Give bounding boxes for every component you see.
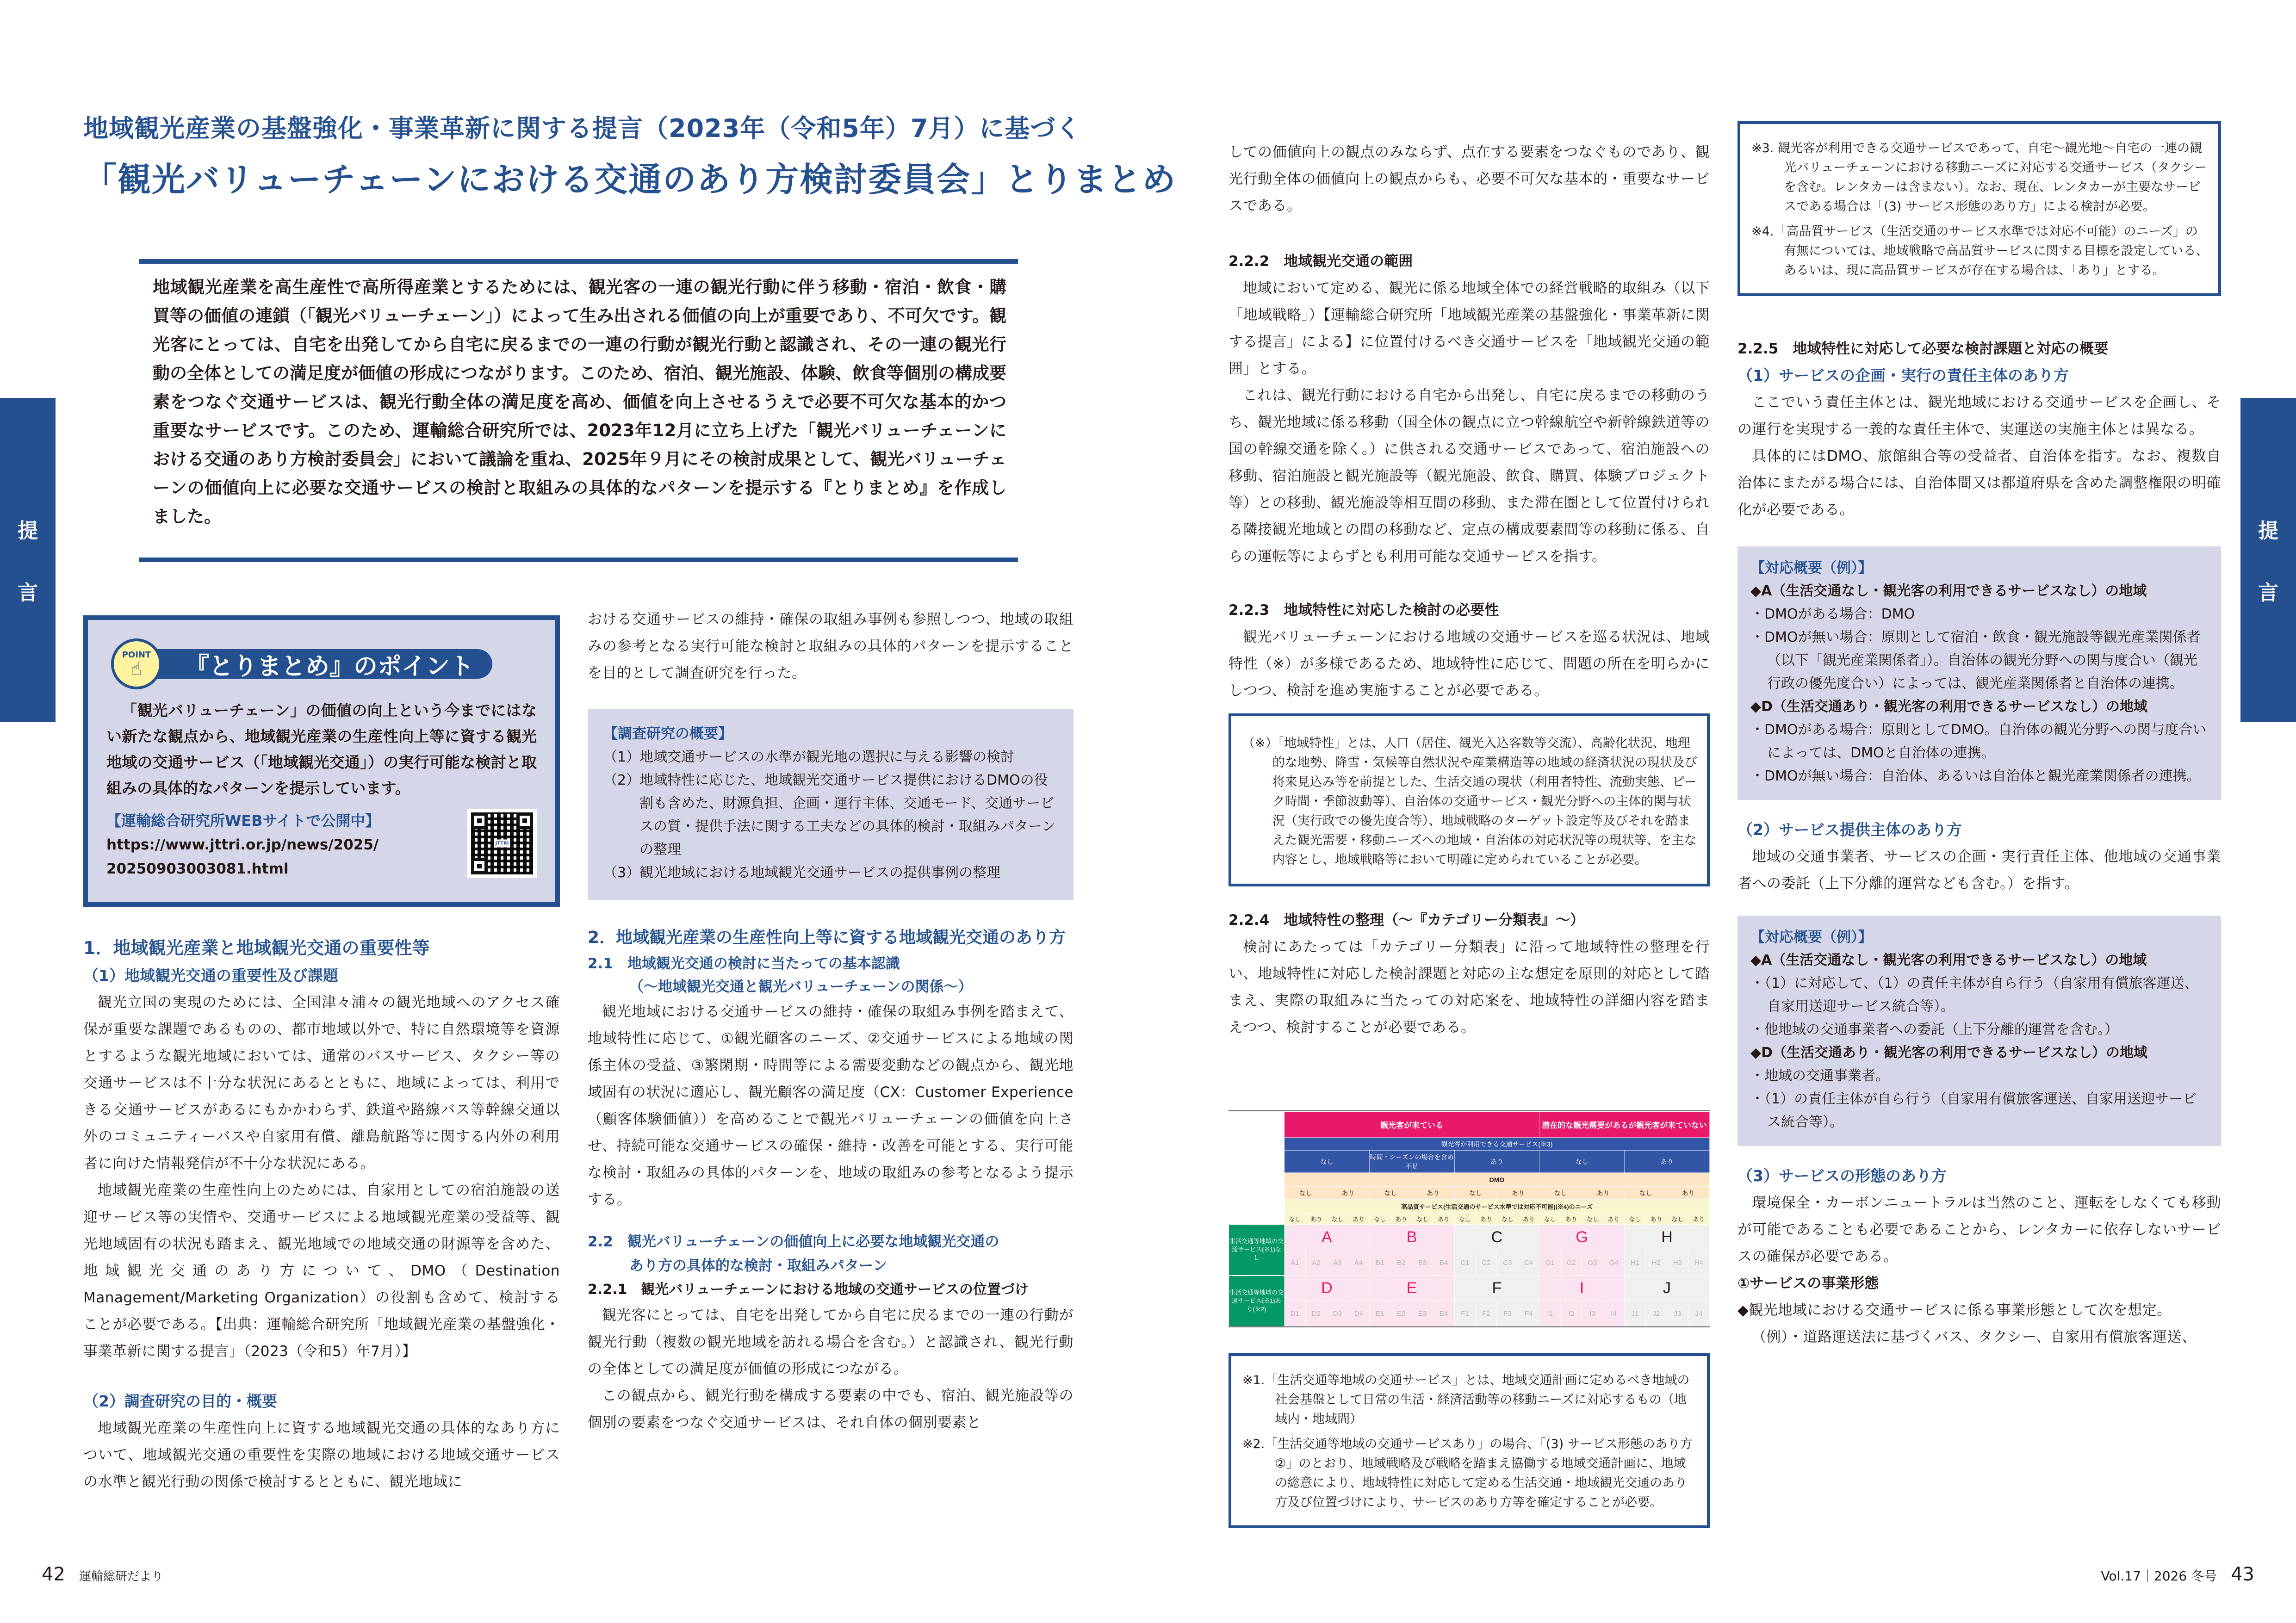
item-text: 観光地域における地域観光交通サービスの提供事例の整理	[639, 865, 1000, 881]
lead-paragraph: 地域観光産業を高生産性で高所得産業とするためには、観光客の一連の観光行動に伴う移動・宿泊・飲食・購買等の価値の連鎖（「観光バリューチェーン」）によって生み出される価値の向上が重要であり、不可欠です。観光客にとっては、自宅を出発してから自宅に戻るまでの一連の行動が観光行動と認識され、その一連の観光行動の全体としての満足度が価値の形成につながります。このため、宿泊、観光施設、体験、飲食等個別の構成要素をつなぐ交通サービスは、観光行動全体の満足度を高め、価値を向上させるうえで必要不可欠な基本的かつ重要なサービスです。このため、運輸総合研究所では、2023年12月に立ち上げた「観光バリューチェーンにおける交通のあり方検討委員会」において議論を重ね、2025年９月にその検討成果として、観光バリューチェーンの価値向上に必要な交通サービスの検討と取組みの具体的なパターンを提示する『とりまとめ』を作成しました。	[153, 277, 1006, 527]
subcategory: C2	[1476, 1250, 1497, 1276]
subcategory: B3	[1412, 1250, 1433, 1276]
overview-item	[603, 861, 1058, 885]
dmo-cell: あり	[1412, 1187, 1454, 1200]
footnote: ※4.「高品質サービス（生活交通のサービス水準では対応不可能）のニーズ」の有無については、地域戦略で高品質サービスに関する目標を設定している、あるいは、現に高品質サービスが存在する場合は、「あり」とする。	[1751, 224, 2209, 278]
subcategory: H2	[1645, 1250, 1667, 1276]
category-C: C	[1454, 1225, 1539, 1250]
category-E: E	[1369, 1276, 1454, 1301]
latent-demand-header: 潜在的な観光需要があるが観光客が来ていない	[1539, 1112, 1710, 1138]
paragraph: 地域観光産業の生産性向上のためには、自家用としての宿泊施設の送迎サービス等の実情や、交通サービスによる地域観光産業の受益等、観光地域固有の状況も踏まえ、観光地域での地域交通の財源等を含めた、地域観光交通のあり方について、DMO（Destination Management/Marketing Organization）の役割も含めて、検討することが必要である。【出典：運輸総合研究所「地域観光産業の基盤強化・事業革新に関する提言」（2023（令和5）年7月）】	[83, 1182, 560, 1360]
subsection-responsible-entity-heading: （1）サービスの企画・実行の責任主体のあり方	[1738, 366, 2069, 384]
page-number-right: 43	[2231, 1564, 2254, 1585]
subsection-2-2-4-heading: 2.2.4 地域特性の整理（～『カテゴリー分類表』～）	[1229, 912, 1585, 929]
subcategory: I3	[1582, 1301, 1603, 1326]
subcategory: J1	[1625, 1301, 1646, 1326]
side-tab-left	[0, 398, 56, 722]
supertitle: 地域観光産業の基盤強化・事業革新に関する提言（2023年（令和5年）7月）に基づく	[83, 114, 1081, 143]
table-footnotes-continued	[1738, 121, 2221, 296]
category-I: I	[1539, 1276, 1625, 1301]
main-title: 「観光バリューチェーンにおける交通のあり方検討委員会」とりまとめ	[83, 160, 1177, 199]
case-heading: ◆D（生活交通あり・観光客の利用できるサービスなし）の地域	[1750, 699, 2147, 715]
qr-code[interactable]	[467, 809, 537, 878]
item-number: （1）	[603, 749, 640, 765]
dmo-cell: あり	[1667, 1187, 1709, 1200]
case-item: ・他地域の交通事業者への委託（上下分離的運営を含む。）	[1750, 1022, 2118, 1038]
subcategory: I4	[1603, 1301, 1625, 1326]
category-A: A	[1285, 1225, 1370, 1250]
row-header-with-local-transport: 生活交通等地域の交通サービス(※1)あり(※2)	[1229, 1276, 1285, 1326]
category-table-grid	[1229, 1111, 1710, 1326]
subsection-2-2-2-heading: 2.2.2 地域観光交通の範囲	[1229, 253, 1413, 270]
subcategory: C3	[1497, 1250, 1518, 1276]
subcategory: J2	[1645, 1301, 1667, 1326]
paragraph: （例）・道路運送法に基づくバス、タクシー、自家用有償旅客運送、	[1752, 1329, 2197, 1345]
category-classification-table	[1229, 1110, 1710, 1327]
item-text: 地域特性に応じた、地域観光交通サービス提供におけるDMOの役割も含めた、財源負担、企画・運行主体、交通モード、交通サービスの質・提供手法に関する工夫などの具体的検討・取組みパターンの整理	[639, 772, 1056, 858]
subcategory: F1	[1454, 1301, 1476, 1326]
needs-cell: なし	[1539, 1214, 1561, 1225]
needs-cell: あり	[1645, 1214, 1667, 1225]
subcategory: D1	[1285, 1301, 1306, 1326]
page-number-left: 42	[42, 1564, 65, 1585]
column-4	[1738, 335, 2221, 1350]
service-level-cell: あり	[1454, 1151, 1539, 1173]
overview-item	[603, 746, 1058, 769]
overview-list	[603, 746, 1058, 885]
subsection-2-2-5-heading: 2.2.5 地域特性に対応して必要な検討課題と対応の概要	[1738, 341, 2109, 357]
subcategory: E4	[1433, 1301, 1454, 1326]
subcategory: G3	[1582, 1250, 1603, 1276]
point-title: 『とりまとめ』のポイント	[148, 649, 492, 679]
subcategory: F3	[1497, 1301, 1518, 1326]
case-heading: ◆D（生活交通あり・観光客の利用できるサービスなし）の地域	[1750, 1045, 2147, 1061]
qr-finder	[471, 858, 488, 874]
dmo-cell: あり	[1497, 1187, 1539, 1200]
subcategory: J3	[1667, 1301, 1688, 1326]
lead-bottom-rule	[139, 558, 1018, 562]
subsection-service-form-heading: （3）サービスの形態のあり方	[1738, 1167, 1947, 1185]
paragraph: 地域において定める、観光に係る地域全体での経営戦略的取組み（以下「地域戦略」）【運輸総合研究所「地域観光産業の基盤強化・事業革新に関する提言」による】に位置付けるべき交通サービスを「地域観光交通の範囲」とする。	[1229, 280, 1710, 377]
point-body: 「観光バリューチェーン」の価値の向上という今までにはない新たな観点から、地域観光産業の生産性向上等に資する観光地域の交通サービス（「地域観光交通」）の実行可能な検討と取組みの具体的なパターンを提示しています。	[106, 701, 537, 797]
item-number: （2）	[603, 772, 640, 788]
footnote: ※2.「生活交通等地域の交通サービスあり」の場合、「(3) サービス形態のあり方②」のとおり、地域戦略及び戦略を踏まえ協働する地域交通計画に、地域の総意により、地域特性に対応して定める生活交通・地域観光交通のあり方及び位置づけにより、サービスのあり方等を確定することが必要。	[1242, 1437, 1693, 1510]
subcategory: J4	[1688, 1301, 1709, 1326]
section-1-heading: 1．地域観光産業と地域観光交通の重要性等	[83, 938, 430, 958]
subcategory: A3	[1327, 1250, 1348, 1276]
needs-cell: あり	[1348, 1214, 1369, 1225]
url-line-2[interactable]: 20250903003081.html	[106, 861, 289, 877]
subsection-2-heading: （2）調査研究の目的・概要	[83, 1392, 277, 1410]
subcategory: B2	[1390, 1250, 1412, 1276]
subcategory: B4	[1433, 1250, 1454, 1276]
subcategory: E2	[1390, 1301, 1412, 1326]
item-text: 地域交通サービスの水準が観光地の選択に与える影響の検討	[639, 749, 1014, 765]
qr-finder	[516, 812, 533, 829]
subcategory: G4	[1603, 1250, 1625, 1276]
response-overview-box-1	[1738, 546, 2221, 800]
footnote: ※1.「生活交通等地域の交通サービス」とは、地域交通計画に定めるべき地域の社会基盤として日常の生活・経済活動等の移動ニーズに対応するもの（地域内・地域間）	[1242, 1373, 1690, 1426]
case-item: ・地域の交通事業者。	[1750, 1068, 1889, 1084]
needs-cell: なし	[1369, 1214, 1390, 1225]
paragraph: 地域の交通事業者、サービスの企画・実行責任主体、他地域の交通事業者への委託（上下分離的運営なども含む。）を指す。	[1738, 849, 2221, 892]
paragraph: 地域観光産業の生産性向上に資する地域観光交通の具体的なあり方について、地域観光交通の重要性を実際の地域における地域交通サービスの水準と観光行動の関係で検討するとともに、観光地域に	[83, 1420, 560, 1490]
box-title: 【対応概要（例）】	[1750, 929, 1873, 946]
needs-row	[1229, 1214, 1710, 1225]
subcategory: E1	[1369, 1301, 1390, 1326]
side-tab-char: 言	[2258, 581, 2278, 605]
subcategory: F4	[1518, 1301, 1539, 1326]
dmo-row	[1229, 1187, 1710, 1200]
qr-logo: JTTRI	[494, 840, 510, 848]
subcategory: H1	[1625, 1250, 1646, 1276]
column-1	[83, 934, 560, 1495]
footer-right	[2101, 1564, 2255, 1585]
response-overview-box-2	[1738, 916, 2221, 1146]
subcategory: A4	[1348, 1250, 1369, 1276]
point-header	[111, 638, 537, 689]
needs-cell: なし	[1285, 1214, 1306, 1225]
url-line-1[interactable]: https://www.jttri.or.jp/news/2025/	[106, 836, 379, 853]
dmo-cell: なし	[1369, 1187, 1412, 1200]
needs-cell: あり	[1603, 1214, 1625, 1225]
needs-cell: なし	[1625, 1214, 1646, 1225]
dmo-cell: なし	[1625, 1187, 1667, 1200]
point-hand-icon	[111, 638, 162, 689]
service-level-cell: あり	[1625, 1151, 1710, 1173]
subcategory: I1	[1539, 1301, 1561, 1326]
case-item: ・DMOがある場合：原則としてDMO。自治体の観光分野への関与度合いによっては、DMOと自治体の連携。	[1750, 722, 2207, 761]
case-item: ・（1）に対応して、（1）の責任主体が自ら行う（自家用有償旅客運送、自家用送迎サービス統合等）。	[1750, 975, 2198, 1015]
paragraph: 検討にあたっては「カテゴリー分類表」に沿って地域特性の整理を行い、地域特性に対応した検討課題と対応の主な想定を原則的対応として踏まえ、実際の取組みに当たっての対応案を、地域特性の詳細内容を踏まえつつ、検討することが必要である。	[1229, 939, 1710, 1036]
subcategory: H3	[1667, 1250, 1688, 1276]
subsection-2-2-1-heading: 2.2.1 観光バリューチェーンにおける地域の交通サービスの位置づけ	[588, 1282, 1029, 1298]
footer-left	[42, 1564, 163, 1585]
side-tab-char: 言	[18, 581, 38, 605]
category-D: D	[1285, 1276, 1370, 1301]
case-heading: ◆A（生活交通なし・観光客の利用できるサービスなし）の地域	[1750, 952, 2147, 968]
subsection-2-2-heading-cont: あり方の具体的な検討・取組みパターン	[629, 1258, 887, 1274]
needs-cell: あり	[1433, 1214, 1454, 1225]
overview-title: 【調査研究の概要】	[603, 725, 732, 742]
dmo-cell: あり	[1327, 1187, 1369, 1200]
table-corner	[1229, 1112, 1285, 1225]
needs-cell: あり	[1476, 1214, 1497, 1225]
category-H: H	[1625, 1225, 1710, 1250]
dmo-cell: あり	[1582, 1187, 1625, 1200]
paragraph: 観光立国の実現のためには、全国津々浦々の観光地域へのアクセス確保が重要な課題であるものの、都市地域以外で、特に自然環境等を資源とするような観光地域においては、通常のバスサービス、タクシー等の交通サービスは不十分な状況にあるとともに、地域によっては、利用できる交通サービスがあるにもかかわらず、鉄道や路線バス等幹線交通以外のコミュニティーバスや自家用有償、離島航路等に関する内外の利用者に向けた情報発信が不十分な状況にある。	[83, 994, 560, 1172]
case-item: ・DMOがある場合：DMO	[1750, 606, 1915, 622]
subsection-2-2-3-heading: 2.2.3 地域特性に対応した検討の必要性	[1229, 602, 1499, 619]
table-footnotes	[1229, 1353, 1710, 1528]
paragraph: 観光客にとっては、自宅を出発してから自宅に戻るまでの一連の行動が観光行動（複数の観光地域を訪れる場合を含む。）と認識され、観光行動の全体としての満足度が価値の形成につながる。	[588, 1307, 1074, 1377]
qr-finder	[471, 812, 488, 829]
paragraph: これは、観光行動における自宅から出発し、自宅に戻るまでの移動のうち、観光地域に係る移動（国全体の観点に立つ幹線航空や新幹線鉄道等の国の幹線交通を除く。）に供される交通サービスであって、宿泊施設への移動、宿泊施設と観光施設等（観光施設、飲食、購買、体験プロジェクト等）との移動、観光施設等相互間の移動、また滞在圏として位置付けられる隣接観光地域との間の移動など、定点の構成要素間等の移動に係る、自らの運転等によらずとも利用可能な交通サービスを指す。	[1229, 387, 1710, 565]
tourists-coming-header: 観光客が来ている	[1285, 1112, 1539, 1138]
paragraph: おける交通サービスの維持・確保の取組み事例も参照しつつ、地域の取組みの参考となる実行可能な検討と取組みの具体的パターンを提示することを目的として調査研究を行った。	[588, 611, 1074, 681]
paragraph: 環境保全・カーボンニュートラルは当然のこと、運転をしなくても移動が可能であることも必要であることから、レンタカーに依存しないサービスの確保が必要である。	[1738, 1195, 2221, 1265]
point-box	[83, 615, 560, 907]
paragraph: 具体的にはDMO、旅館組合等の受益者、自治体を指す。なお、複数自治体にまたがる場合には、自治体間又は都道府県を含めた調整権限の明確化が必要である。	[1738, 448, 2221, 518]
needs-cell: なし	[1412, 1214, 1433, 1225]
subsection-1-heading: （1）地域観光交通の重要性及び課題	[83, 966, 338, 985]
needs-cell: あり	[1390, 1214, 1412, 1225]
needs-cell: なし	[1582, 1214, 1603, 1225]
section-2-heading: 2．地域観光産業の生産性向上等に資する地域観光交通のあり方	[588, 928, 1066, 947]
needs-cell: なし	[1497, 1214, 1518, 1225]
case-heading: ◆A（生活交通なし・観光客の利用できるサービスなし）の地域	[1750, 583, 2147, 599]
footnote: ※3. 観光客が利用できる交通サービスであって、自宅～観光地～自宅の一連の観光バリューチェーンにおける移動ニーズに対応する交通サービス（タクシーを含む。レンタカーは含まない）。なお、現在、レンタカーが主要なサービスである場合は「(3) サービス形態のあり方」による検討が必要。	[1751, 141, 2207, 214]
dmo-header: DMO	[1285, 1173, 1710, 1187]
case-item: ・DMOが無い場合：自治体、あるいは自治体と観光産業関係者の連携。	[1750, 768, 2201, 784]
service-level-cell: なし	[1539, 1151, 1625, 1173]
web-label: 【運輸総合研究所WEBサイトで公開中】	[106, 812, 380, 830]
service-level-cell: 時間・シーズンの場合を含め不足	[1369, 1151, 1454, 1173]
subcategory: G2	[1561, 1250, 1582, 1276]
subcategory: E3	[1412, 1301, 1433, 1326]
item-number: （3）	[603, 865, 640, 881]
subcategory: I2	[1561, 1301, 1582, 1326]
case-item: ・DMOが無い場合：原則として宿泊・飲食・観光施設等観光産業関係者（以下「観光産業関係者」）。自治体の観光分野への関与度合い（観光行政の優先度合い）によっては、観光産業関係者と自治体の連携。	[1750, 629, 2201, 692]
publication-title: 運輸総研だより	[79, 1570, 163, 1584]
subcategory: B1	[1369, 1250, 1390, 1276]
dmo-cell: なし	[1539, 1187, 1582, 1200]
subcategory: A2	[1305, 1250, 1327, 1276]
business-form-heading: ①サービスの事業形態	[1738, 1275, 1879, 1292]
needs-cell: なし	[1454, 1214, 1476, 1225]
needs-cell: あり	[1561, 1214, 1582, 1225]
regional-characteristics-note	[1229, 713, 1710, 886]
point-icon-label: POINT	[122, 650, 151, 660]
paragraph: 観光地域における交通サービスの維持・確保の取組み事例を踏まえて、地域特性に応じて、①観光顧客のニーズ、②交通サービスによる地域の関係主体の受益、③繁閑期・時間等による需要変動などの観点から、観光地域固有の状況に適応し、観光顧客の満足度（CX：Customer Experience（顧客体験価値））を高めることで観光バリューチェーンの価値を向上させ、持続可能な交通サービスの確保・維持・改善を可能とする、実行可能な検討・取組みの具体的パターンを、地域の取組みの参考となるよう提示する。	[588, 1004, 1074, 1208]
side-tab-right	[2240, 398, 2296, 722]
paragraph: しての価値向上の観点のみならず、点在する要素をつなぐものであり、観光行動全体の価値向上の観点からも、必要不可欠な基本的・重要なサービスである。	[1229, 144, 1710, 214]
subcategory: D2	[1305, 1301, 1327, 1326]
note-text: （※）「地域特性」とは、人口（居住、観光入込客数等交流）、高齢化状況、地理的な地勢、降雪・気候等自然状況や産業構造等の地域の経済状況の現状及び将来見込み等を前提とした、生活交通の現状（利用者特性、流動実態、ピーク時間・季節波動等）、自治体の交通サービス・観光分野への主体的関与状況（実行政での優先度合等）、地域戦略のターゲット設定等及びそれを踏まえた観光需要・移動ニーズへの地域・自治体の対応状況等の現状等、を主な内容とし、地域戦略等において明確に定められていることが必要。	[1242, 736, 1697, 867]
side-tab-char: 提	[2258, 519, 2278, 543]
subcategory: A1	[1285, 1250, 1306, 1276]
paragraph: この観点から、観光行動を構成する要素の中でも、宿泊、観光施設等の個別の要素をつなぐ交通サービスは、それ自体の個別要素と	[588, 1388, 1074, 1431]
column-3	[1229, 139, 1710, 1041]
subsection-2-1-heading: 2.1 地域観光交通の検討に当たっての基本認識	[588, 955, 900, 972]
category-F: F	[1454, 1276, 1539, 1301]
column-2	[588, 606, 1074, 1436]
subcategory: G1	[1539, 1250, 1561, 1276]
category-J: J	[1625, 1276, 1710, 1301]
needs-cell: あり	[1518, 1214, 1539, 1225]
overview-item	[603, 769, 1058, 861]
subcategory: H4	[1688, 1250, 1709, 1276]
volume-issue: Vol.17｜2026 冬号	[2101, 1568, 2217, 1584]
needs-cell: なし	[1327, 1214, 1348, 1225]
subcategory: F2	[1476, 1301, 1497, 1326]
needs-cell: なし	[1667, 1214, 1688, 1225]
subsection-service-provider-heading: （2）サービス提供主体のあり方	[1738, 821, 1962, 839]
dmo-cell: なし	[1285, 1187, 1327, 1200]
subcategory: C1	[1454, 1250, 1476, 1276]
subsection-2-1-subheading: （～地域観光交通と観光バリューチェーンの関係～）	[629, 979, 973, 995]
paragraph: ◆観光地域における交通サービスに係る事業形態として次を想定。	[1738, 1302, 2172, 1319]
subcategory: D3	[1327, 1301, 1348, 1326]
box-title: 【対応概要（例）】	[1750, 560, 1873, 576]
subcategory: C4	[1518, 1250, 1539, 1276]
dmo-cell: なし	[1454, 1187, 1497, 1200]
subcategory: D4	[1348, 1301, 1369, 1326]
service-level-cell: なし	[1285, 1151, 1370, 1173]
high-quality-needs-header: 高品質サービス(生活交通のサービス水準では対応不可能)(※4)のニーズ	[1285, 1200, 1710, 1214]
subsection-2-2-heading: 2.2 観光バリューチェーンの価値向上に必要な地域観光交通の	[588, 1233, 999, 1250]
category-G: G	[1539, 1225, 1625, 1250]
category-B: B	[1369, 1225, 1454, 1250]
needs-cell: あり	[1688, 1214, 1709, 1225]
lead-top-rule	[139, 259, 1018, 264]
needs-cell: あり	[1305, 1214, 1327, 1225]
case-item: ・（1）の責任主体が自ら行う（自家用有償旅客運送、自家用送迎サービス統合等）。	[1750, 1091, 2197, 1130]
paragraph: ここでいう責任主体とは、観光地域における交通サービスを企画し、その運行を実現する一義的な責任主体で、実運送の実施主体とは異なる。	[1738, 394, 2221, 438]
transport-service-header: 観光客が利用できる交通サービス(※3)	[1285, 1138, 1710, 1151]
row-header-no-local-transport: 生活交通等地域の交通サービス(※1)なし	[1229, 1225, 1285, 1276]
pointing-hand-glyph: ☝	[130, 658, 143, 680]
research-overview-box	[588, 709, 1074, 900]
paragraph: 観光バリューチェーンにおける地域の交通サービスを巡る状況は、地域特性（※）が多様であるため、地域特性に応じて、問題の所在を明らかにしつつ、検討を進め実施することが必要である。	[1229, 629, 1710, 699]
side-tab-char: 提	[18, 519, 38, 543]
